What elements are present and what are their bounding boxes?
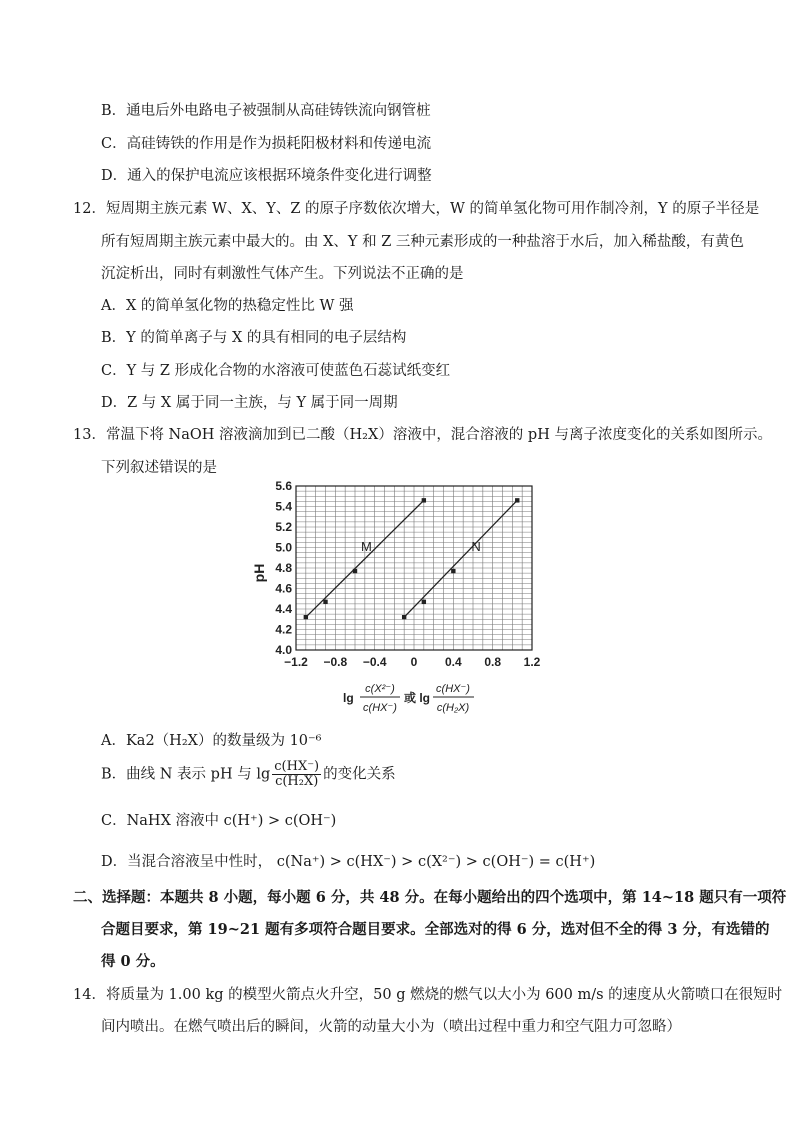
- q12-option-b: B．Y 的简单离子与 X 的具有相同的电子层结构: [101, 330, 407, 346]
- x-label-den-1: c(HX⁻): [363, 702, 397, 714]
- x-label-or-lg: 或 lg: [404, 691, 430, 705]
- q14-stem-line-1: 14．将质量为 1.00 kg 的模型火箭点火升空，50 g 燃烧的燃气以大小为 600 m/s 的速度从火箭喷口在很短时: [73, 987, 783, 1003]
- y-tick-labels: [275, 479, 292, 657]
- y-axis-label: pH: [251, 563, 267, 583]
- x-label-den-2: c(H₂X): [436, 702, 470, 714]
- q14-stem-line-2: 间内喷出。在燃气喷出后的瞬间，火箭的动量大小为（喷出过程中重力和空气阻力可忽略）: [101, 1019, 681, 1035]
- q12-stem-line-2: 所有短周期主族元素中最大的。由 X、Y 和 Z 三种元素形成的一种盐溶于水后，加入稀盐酸，有黄色: [101, 234, 744, 250]
- x-tick-label: 1.2: [523, 655, 541, 669]
- y-tick-label: 5.2: [275, 520, 292, 534]
- q12-stem-line-3: 沉淀析出，同时有刺激性气体产生。下列说法不正确的是: [101, 266, 464, 282]
- series-label-N: N: [471, 539, 481, 555]
- y-tick-label: 4.8: [275, 561, 292, 575]
- y-tick-label: 4.2: [275, 622, 292, 637]
- ph-chart: [248, 478, 548, 718]
- q13-option-a: A．Ka2（H₂X）的数量级为 10⁻⁶: [101, 733, 322, 749]
- q13-option-b-denominator: c(H₂X): [275, 774, 319, 789]
- y-tick-label: 5.6: [275, 479, 292, 493]
- section2-line-1: 二、选择题：本题共 8 小题，每小题 6 分，共 48 分。在每小题给出的四个选项中，第 14~18 题只有一项符: [73, 889, 787, 906]
- x-tick-label: 0.8: [484, 655, 502, 669]
- q11-option-b: B．通电后外电路电子被强制从高硅铸铁流向钢管桩: [101, 103, 431, 119]
- data-point-M: [304, 615, 308, 619]
- y-tick-label: 5.4: [275, 499, 292, 514]
- q13-option-c: C．NaHX 溶液中 c(H⁺) > c(OH⁻): [101, 813, 337, 829]
- section2-line-2: 合题目要求，第 19~21 题有多项符合题目要求。全部选对的得 6 分，选对但不全的得 3 分，有选错的: [101, 921, 770, 938]
- x-label-num-2: c(HX⁻): [436, 683, 470, 695]
- q12-option-d: D．Z 与 X 属于同一主族，与 Y 属于同一周期: [101, 395, 398, 411]
- data-point-M: [323, 600, 327, 604]
- x-tick-label: −0.4: [362, 655, 387, 669]
- q13-option-b-numerator: c(HX⁻): [274, 759, 320, 774]
- data-point-N: [402, 615, 406, 619]
- q13-stem-line-2: 下列叙述错误的是: [101, 460, 217, 476]
- data-point-M: [353, 569, 357, 573]
- section2-line-3: 得 0 分。: [101, 953, 165, 970]
- q12-option-c: C．Y 与 Z 形成化合物的水溶液可使蓝色石蕊试纸变红: [101, 363, 451, 379]
- q13-option-b-pre: B．曲线 N 表示 pH 与 lg: [101, 766, 271, 783]
- x-tick-label: −0.8: [323, 655, 348, 669]
- q12-stem-line-1: 12．短周期主族元素 W、X、Y、Z 的原子序数依次增大，W 的简单氢化物可用作制冷剂，Y 的原子半径是: [73, 201, 760, 217]
- y-tick-label: 4.4: [275, 602, 292, 616]
- chart-series: [304, 498, 520, 619]
- y-tick-label: 4.0: [275, 643, 292, 657]
- series-line-N: [404, 500, 517, 617]
- x-tick-labels: [284, 655, 541, 669]
- q13-option-b-fraction: [272, 760, 321, 789]
- y-tick-label: 5.0: [275, 540, 292, 555]
- q11-option-c: C．高硅铸铁的作用是作为损耗阳极材料和传递电流: [101, 136, 432, 152]
- data-point-N: [515, 498, 519, 502]
- x-tick-label: 0.4: [444, 655, 462, 669]
- y-tick-label: 4.6: [275, 581, 292, 596]
- data-point-M: [422, 498, 426, 502]
- x-tick-label: 0: [410, 655, 418, 669]
- q13-option-b-post: 的变化关系: [323, 766, 396, 783]
- series-label-M: M: [361, 539, 372, 555]
- data-point-N: [451, 569, 455, 573]
- q13-stem-line-1: 13．常温下将 NaOH 溶液滴加到已二酸（H₂X）溶液中，混合溶液的 pH 与离子浓度变化的关系如图所示。: [73, 427, 772, 443]
- q11-option-d: D．通入的保护电流应该根据环境条件变化进行调整: [101, 168, 432, 184]
- x-label-lg-1: lg: [343, 691, 354, 705]
- x-label-num-1: c(X²⁻): [365, 683, 395, 695]
- data-point-N: [422, 600, 426, 604]
- q13-option-b: [101, 760, 396, 789]
- x-tick-label: −1.2: [284, 655, 308, 669]
- q13-option-d: D．当混合溶液呈中性时， c(Na⁺) > c(HX⁻) > c(X²⁻) > c(OH⁻) = c(H⁺): [101, 854, 596, 870]
- q12-option-a: A．X 的简单氢化物的热稳定性比 W 强: [101, 298, 354, 314]
